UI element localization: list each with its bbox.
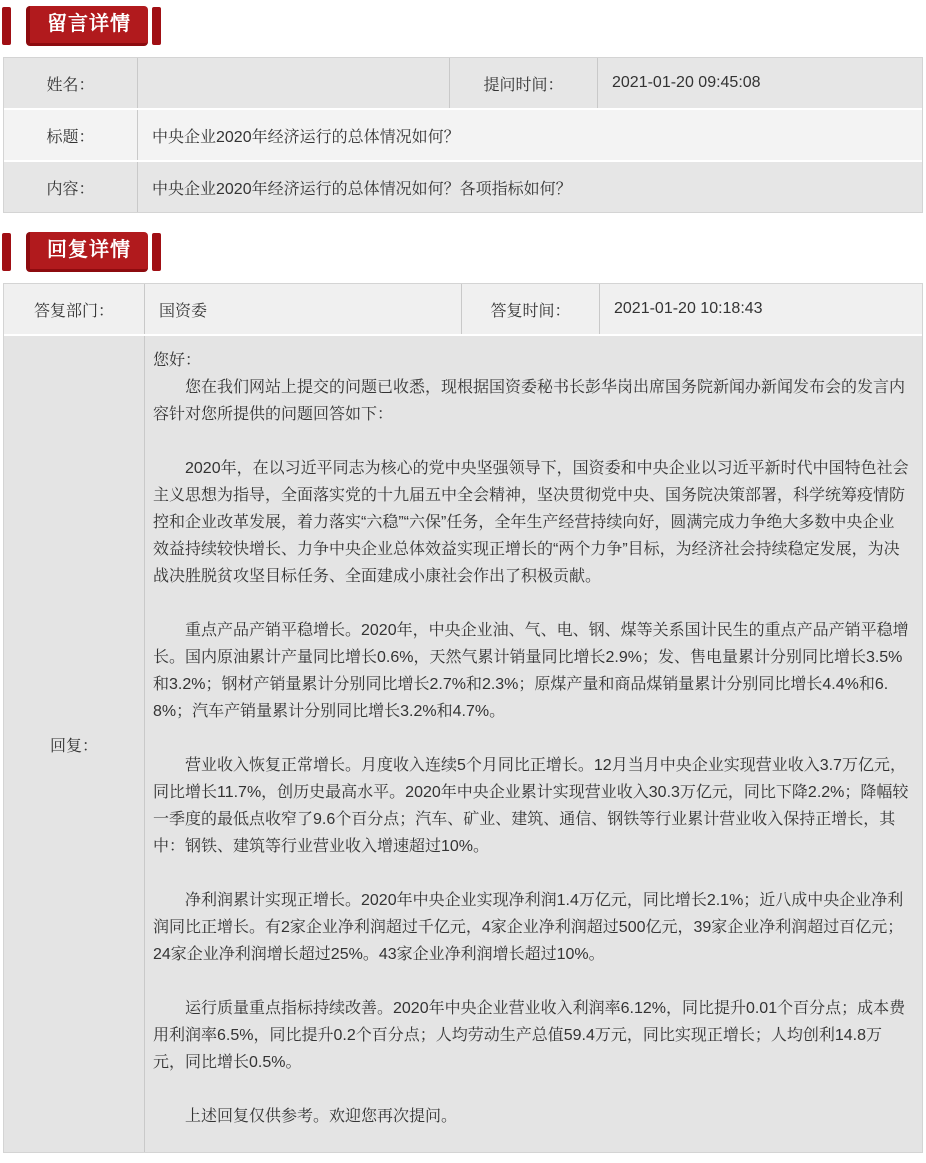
reply-paragraph [153,428,910,455]
name-value [137,58,449,108]
reply-label: 回复： [49,737,98,755]
table-row-subject [4,108,922,160]
reply-paragraph [153,860,910,887]
reply-paragraph: 运行质量重点指标持续改善。2020年中央企业营业收入利润率6.12%，同比提升0.01个百分点；成本费用利润率6.5%，同比提升0.2个百分点；人均劳动生产总值59.4万元，同比实现正增长；人均创利14.8万元，同比增长0.5%。 [153,1000,906,1071]
name-label: 姓名： [46,76,95,94]
header-right-bar-icon [152,7,161,45]
reply-paragraph: 营业收入恢复正常增长。月度收入连续5个月同比正增长。12月当月中央企业实现营业收入3.7万亿元，同比增长11.7%，创历史最高水平。2020年中央企业累计实现营业收入30.3万亿元，同比下降2.2%；降幅较一季度的最低点收窄了9.6个百分点；汽车、矿业、建筑、通信、钢铁等行业累计营业收入保持正增长，其中：钢铁、建筑等行业营业收入增速超过10%。 [153,757,909,855]
reply-details-title: 回复详情 [26,232,148,272]
reply-paragraph: 您好： [153,352,202,369]
header-left-bar-icon [2,7,11,45]
reply-paragraph: 上述回复仅供参考。欢迎您再次提问。 [153,1108,458,1125]
message-details-header [0,6,926,46]
section-gap [0,213,926,232]
reply-details-header [0,232,926,272]
subject-value: 中央企业2020年经济运行的总体情况如何？ [137,110,922,160]
content-value: 中央企业2020年经济运行的总体情况如何？各项指标如何？ [137,162,922,212]
ask-time-label: 提问时间： [449,58,597,108]
reply-details-table [3,283,923,1153]
reply-paragraph: 您在我们网站上提交的问题已收悉，现根据国资委秘书长彭华岗出席国务院新闻办新闻发布会的发言内容针对您所提供的问题回答如下： [153,379,906,423]
header-right-bar-icon [152,233,161,271]
subject-label: 标题： [46,128,95,146]
reply-time-label: 答复时间： [461,284,599,334]
content-label: 内容： [46,180,95,198]
ask-time-value: 2021-01-20 09:45:08 [597,58,922,108]
table-row-reply [4,334,922,1152]
reply-time-value: 2021-01-20 10:18:43 [599,284,922,334]
table-row-content [4,160,922,212]
message-details-table [3,57,923,213]
reply-paragraph [153,1076,910,1103]
reply-paragraphs [144,336,922,1152]
reply-paragraph [153,968,910,995]
header-left-bar-icon [2,233,11,271]
table-row-name-time [4,58,922,108]
reply-paragraph [153,725,910,752]
reply-paragraph: 净利润累计实现正增长。2020年中央企业实现净利润1.4万亿元，同比增长2.1%；近八成中央企业净利润同比正增长。有2家企业净利润超过千亿元，4家企业净利润超过500亿元，39家企业净利润超过百亿元；24家企业净利润增长超过25%。43家企业净利润增长超过10%。 [153,892,904,963]
dept-label: 答复部门： [33,302,114,320]
reply-paragraph [153,590,910,617]
dept-value: 国资委 [144,284,461,334]
message-details-title: 留言详情 [26,6,148,46]
reply-paragraph: 2020年，在以习近平同志为核心的党中央坚强领导下，国资委和中央企业以习近平新时代中国特色社会主义思想为指导，全面落实党的十九届五中全会精神，坚决贯彻党中央、国务院决策部署，科学统筹疫情防控和企业改革发展，着力落实“六稳”“六保”任务，全年生产经营持续向好，圆满完成力争绝大多数中央企业效益持续较快增长、力争中央企业总体效益实现正增长的“两个力争”目标，为经济社会持续稳定发展，为决战决胜脱贫攻坚目标任务、全面建成小康社会作出了积极贡献。 [153,460,909,585]
reply-paragraph: 重点产品产销平稳增长。2020年，中央企业油、气、电、钢、煤等关系国计民生的重点产品产销平稳增长。国内原油累计产量同比增长0.6%，天然气累计销量同比增长2.9%；发、售电量累计分别同比增长3.5%和3.2%；钢材产销量累计分别同比增长2.7%和2.3%；原煤产量和商品煤销量累计分别同比增长4.4%和6.8%；汽车产销量累计分别同比增长3.2%和4.7%。 [153,622,909,720]
table-row-dept-time [4,284,922,334]
